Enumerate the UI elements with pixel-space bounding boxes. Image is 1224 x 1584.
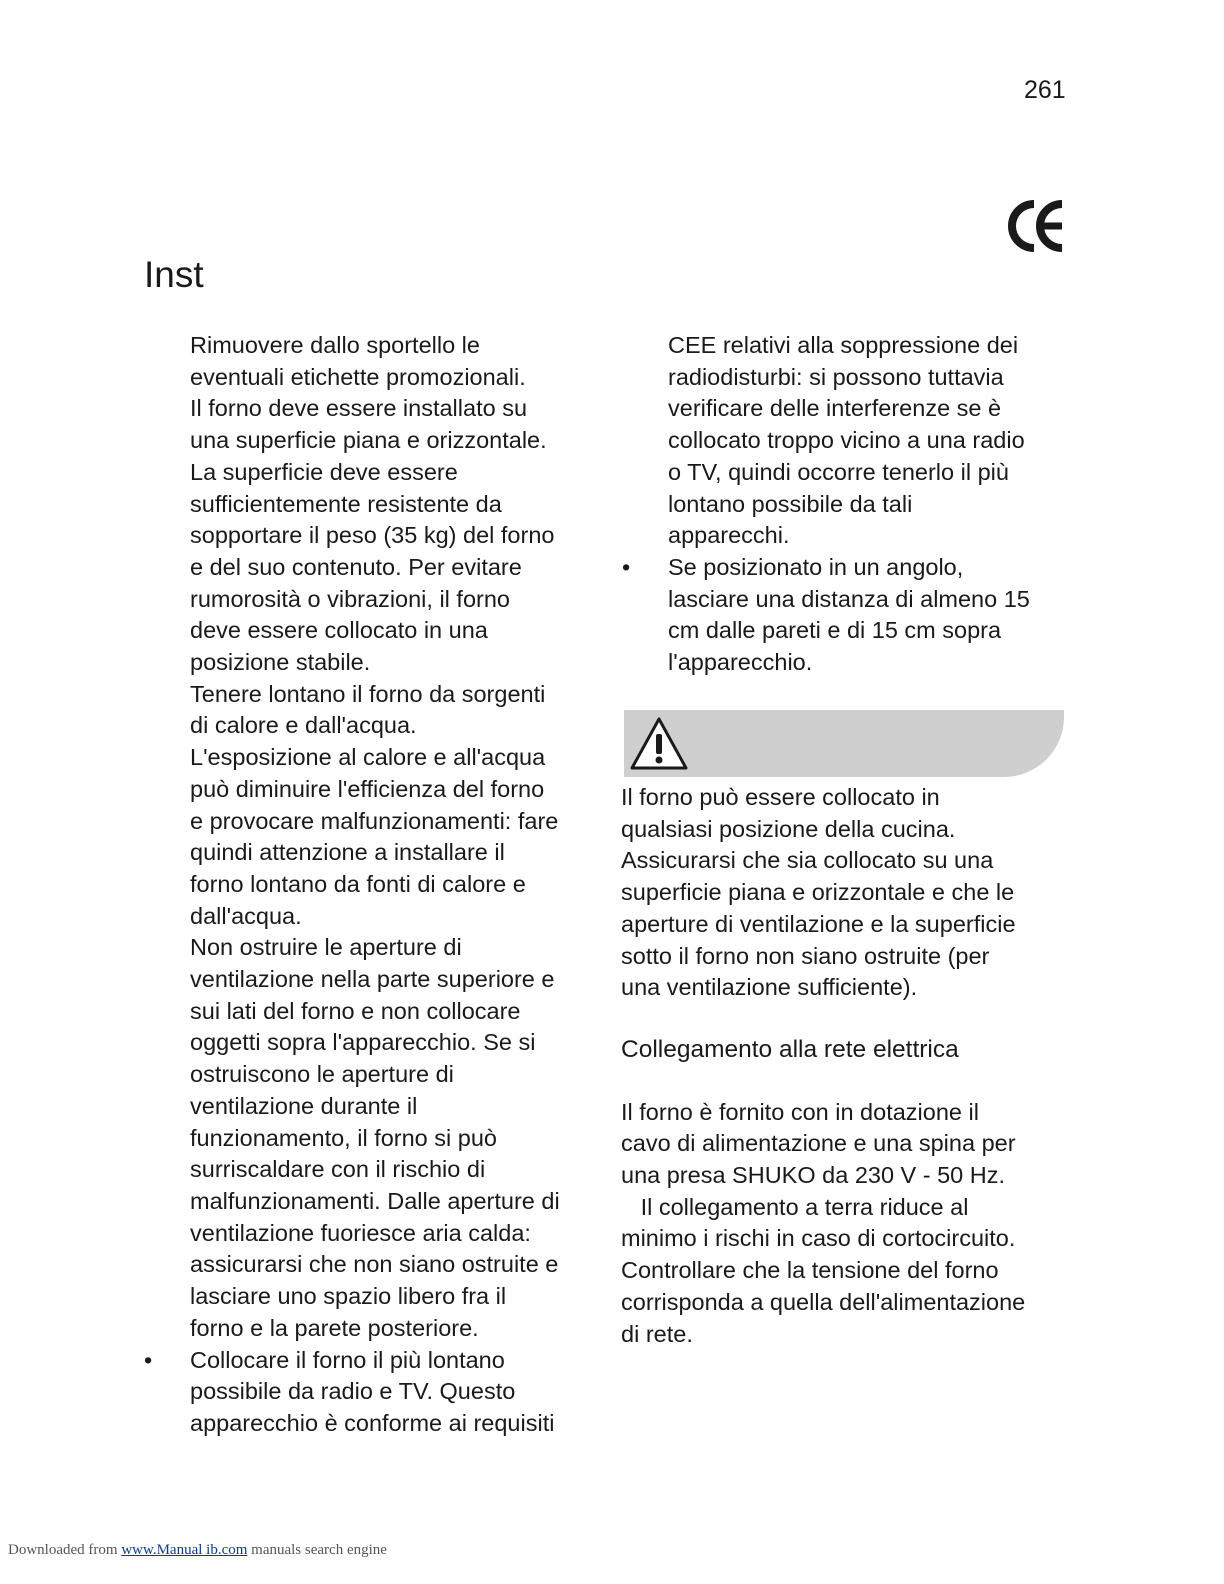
right-column: [621, 782, 1091, 1350]
right-column-top: [622, 330, 1088, 679]
text-line: di calore e dall'acqua.: [190, 712, 417, 739]
text-line: collocato troppo vicino a una radio: [668, 427, 1025, 454]
text-line: apparecchi.: [668, 522, 790, 549]
text-line: Il forno deve essere installato su: [190, 395, 528, 422]
text-line: qualsiasi posizione della cucina.: [621, 815, 956, 842]
section-subheading: Collegamento alla rete elettrica: [621, 1035, 959, 1063]
text-line: sui lati del forno e non collocare: [190, 997, 521, 1024]
text-line: una superficie piana e orizzontale.: [190, 427, 547, 454]
text-line: l'apparecchio.: [668, 649, 813, 676]
text-line: superficie piana e orizzontale e che le: [621, 879, 1015, 906]
text-line: Non ostruire le aperture di: [190, 934, 462, 961]
text-line: forno lontano da fonti di calore e: [190, 870, 526, 897]
text-line: può diminuire l'efficienza del forno: [190, 775, 545, 802]
text-line: aperture di ventilazione e la superficie: [621, 910, 1016, 937]
text-line: Tenere lontano il forno da sorgenti: [190, 680, 546, 707]
text-line: Controllare che la tensione del forno: [621, 1257, 999, 1284]
page-number: 261: [1024, 76, 1066, 104]
footer-suffix: manuals search engine: [251, 1542, 387, 1558]
download-footer: [8, 1542, 387, 1559]
text-line: lasciare uno spazio libero fra il: [190, 1283, 507, 1310]
text-line: malfunzionamenti. Dalle aperture di: [190, 1187, 560, 1214]
warning-text-block: [621, 782, 1091, 1004]
text-line: forno e la parete posteriore.: [190, 1314, 479, 1341]
text-line: o TV, quindi occorre tenerlo il più: [668, 458, 1009, 485]
text-line: ventilazione durante il: [190, 1092, 418, 1119]
text-line: apparecchio è conforme ai requisiti: [190, 1409, 555, 1436]
bullet-item-radio-tv: [144, 1345, 600, 1440]
warning-triangle-icon: [628, 714, 690, 774]
continued-text-block: [668, 330, 1088, 552]
text-line: eventuali etichette promozionali.: [190, 363, 526, 390]
text-line: deve essere collocato in una: [190, 617, 488, 644]
text-line: Il forno è fornito con in dotazione il: [621, 1098, 979, 1125]
text-line: funzionamento, il forno si può: [190, 1124, 497, 1151]
ce-mark-icon: [1006, 196, 1066, 256]
bullet-marker: •: [622, 553, 631, 580]
text-line: Il forno può essere collocato in: [621, 784, 940, 810]
text-line: sufficientemente resistente da: [190, 490, 502, 517]
text-line: CEE relativi alla soppressione dei: [668, 332, 1019, 358]
text-line: La superficie deve essere: [190, 458, 458, 485]
text-line: e del suo contenuto. Per evitare: [190, 553, 522, 580]
text-line: ventilazione fuoriesce aria calda:: [190, 1219, 531, 1246]
left-text-block: [190, 330, 600, 1345]
text-line: possibile da radio e TV. Questo: [190, 1378, 516, 1405]
text-line: Il collegamento a terra riduce al: [621, 1193, 969, 1220]
text-line: una ventilazione sufficiente).: [621, 974, 918, 1001]
text-line: ostruiscono le aperture di: [190, 1061, 454, 1088]
text-line: verificare delle interferenze se è: [668, 395, 1002, 422]
text-line: Se posizionato in un angolo,: [668, 553, 964, 580]
text-line: quindi attenzione a installare il: [190, 839, 505, 866]
footer-link[interactable]: www.Manual ib.com: [121, 1542, 248, 1558]
electric-text-block: [621, 1097, 1091, 1351]
text-line: cavo di alimentazione e una spina per: [621, 1130, 1016, 1157]
text-line: corrisponda a quella dell'alimentazione: [621, 1288, 1026, 1315]
left-column: [144, 330, 600, 1440]
text-line: surriscaldare con il rischio di: [190, 1156, 486, 1183]
warning-bar: [624, 710, 1064, 777]
page-heading: Inst: [144, 254, 204, 295]
bullet-item-corner: [622, 552, 1088, 679]
text-line: oggetti sopra l'apparecchio. Se si: [190, 1029, 536, 1056]
text-line: posizione stabile.: [190, 649, 371, 676]
text-line: Collocare il forno il più lontano: [190, 1346, 505, 1373]
footer-prefix: Downloaded from: [8, 1542, 118, 1558]
text-line: una presa SHUKO da 230 V - 50 Hz.: [621, 1162, 1006, 1189]
text-line: Assicurarsi che sia collocato su una: [621, 847, 994, 874]
text-line: dall'acqua.: [190, 902, 302, 929]
bullet-marker: •: [144, 1346, 153, 1373]
text-line: Rimuovere dallo sportello le: [190, 332, 480, 358]
text-line: e provocare malfunzionamenti: fare: [190, 807, 559, 834]
text-line: minimo i rischi in caso di cortocircuito.: [621, 1225, 1016, 1252]
text-line: ventilazione nella parte superiore e: [190, 966, 555, 993]
text-line: rumorosità o vibrazioni, il forno: [190, 585, 510, 612]
text-line: di rete.: [621, 1320, 693, 1347]
text-line: L'esposizione al calore e all'acqua: [190, 744, 546, 771]
text-line: sotto il forno non siano ostruite (per: [621, 942, 990, 969]
text-line: sopportare il peso (35 kg) del forno: [190, 522, 555, 549]
text-line: assicurarsi che non siano ostruite e: [190, 1251, 559, 1278]
text-line: cm dalle pareti e di 15 cm sopra: [668, 617, 1002, 644]
text-line: radiodisturbi: si possono tuttavia: [668, 363, 1004, 390]
text-line: lontano possibile da tali: [668, 490, 913, 517]
text-line: lasciare una distanza di almeno 15: [668, 585, 1030, 612]
